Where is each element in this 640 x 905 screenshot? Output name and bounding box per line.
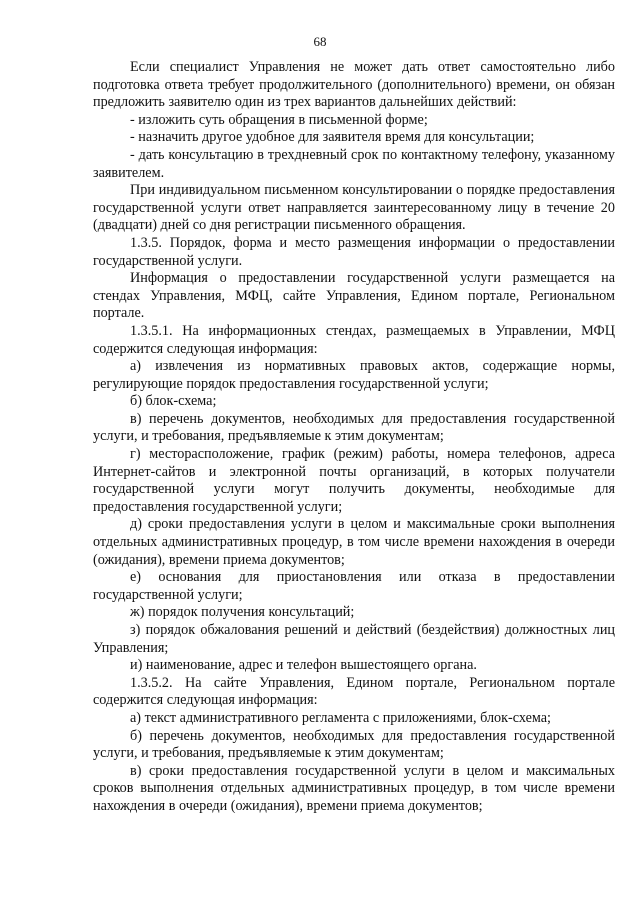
paragraph: При индивидуальном письменном консультировании о порядке предоставления государственной услуги ответ направляется заинтересованному лицу в течение 20 (двадцати) дней со дня регистрации письменного обращения. [93, 182, 615, 234]
list-item: д) сроки предоставления услуги в целом и максимальные сроки выполнения отдельных административных процедур, в том числе времени нахождения в очереди (ожидания), времени приема документов; [93, 516, 615, 568]
list-item: з) порядок обжалования решений и действий (бездействия) должностных лиц Управления; [93, 622, 615, 656]
list-item: а) извлечения из нормативных правовых актов, содержащие нормы, регулирующие порядок предоставления государственной услуги; [93, 358, 615, 392]
page-number: 68 [313, 34, 327, 49]
list-item: в) сроки предоставления государственной услуги в целом и максимальных сроков выполнения отдельных административных процедур, в том числе времени нахождения в очереди (ожидания), времени приема документов; [93, 762, 615, 814]
list-item: ж) порядок получения консультаций; [130, 604, 355, 621]
list-item: б) перечень документов, необходимых для предоставления государственной услуги, и требования, предъявляемые к этим документам; [93, 727, 615, 762]
paragraph: - назначить другое удобное для заявителя время для консультации; [130, 129, 535, 146]
paragraph: Информация о предоставлении государственной услуги размещается на стендах Управления, МФЦ, сайте Управления, Едином портале, Региональном портале. [93, 270, 615, 322]
paragraph: - дать консультацию в трехдневный срок по контактному телефону, указанному заявителем. [93, 146, 615, 181]
section-heading: 1.3.5.1. На информационных стендах, размещаемых в Управлении, МФЦ содержится следующая информация: [93, 322, 615, 357]
list-item: е) основания для приостановления или отказа в предоставлении государственной услуги; [93, 569, 615, 603]
list-item: г) месторасположение, график (режим) работы, номера телефонов, адреса Интернет-сайтов и электронной почты организаций, в которых получатели государственной услуги могут получить документы, необходимые для предоставления государственной услуги; [93, 446, 615, 515]
section-heading: 1.3.5.2. На сайте Управления, Едином портале, Региональном портале содержится следующая информация: [93, 674, 615, 709]
list-item: а) текст административного регламента с приложениями, блок-схема; [130, 709, 552, 726]
section-heading: 1.3.5. Порядок, форма и место размещения информации о предоставлении государственной услуги. [93, 234, 615, 269]
list-item: в) перечень документов, необходимых для предоставления государственной услуги, и требования, предъявляемые к этим документам; [93, 410, 615, 445]
paragraph: Если специалист Управления не может дать ответ самостоятельно либо подготовка ответа требует продолжительного (дополнительного) времени, он обязан предложить заявителю один из трех вариантов дальнейших действий: [93, 59, 615, 111]
paragraph: - изложить суть обращения в письменной форме; [130, 111, 428, 128]
list-item: и) наименование, адрес и телефон вышестоящего органа. [130, 657, 477, 674]
page-body [93, 59, 615, 816]
list-item: б) блок-схема; [130, 393, 217, 410]
